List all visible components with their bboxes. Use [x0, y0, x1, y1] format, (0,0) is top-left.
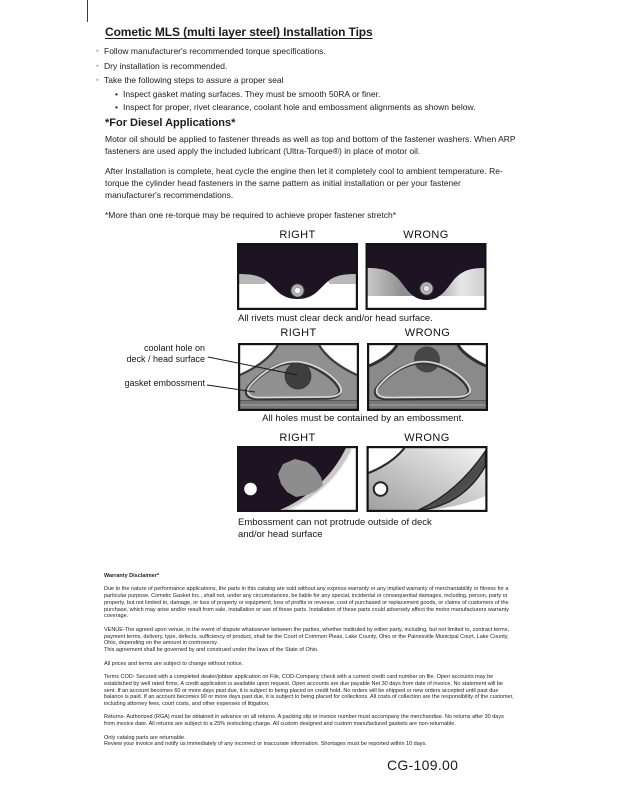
dot-bullet-icon: •: [115, 102, 118, 112]
tip-text: Take the following steps to assure a proper seal: [104, 75, 284, 85]
list-item: [96, 101, 528, 115]
diagram-rivet-right: [237, 243, 358, 310]
dot-bullet-icon: •: [115, 88, 118, 99]
caption-holes: All holes must be contained by an embossment.: [262, 413, 464, 424]
wrong-label-row1: WRONG: [403, 229, 449, 241]
caption-line: and/or head surface: [238, 529, 323, 540]
caption-line: Embossment can not protrude outside of deck: [238, 517, 432, 528]
caption-rivets: All rivets must clear deck and/or head surface.: [238, 313, 433, 324]
paragraph: After Installation is complete, heat cycle the engine then let it completely cool to ambient temperature. Re-torque the cylinder head fasteners in the same pattern as initial installation or per your fastener manufacturer's recommendations.: [105, 165, 503, 200]
right-label-row2: RIGHT: [280, 327, 317, 339]
list-item: [96, 59, 528, 74]
paragraph: VENUE-The agreed upon venue, in the event of dispute whatsoever between the parties, whether instituted by either party, including, but not limited to, contract terms, payment terms, delivery, type, defects, sufficiency of product, shall be the Court of Common Pleas, Lake County, Ohio or the Painesville Municipal Court, Lake County, Ohio, depending on the amount in controversy.: [104, 626, 509, 647]
paragraph: Terms COD- Secured with a completed dealer/jobber application on File, COD-Company check with a current credit card number on file. Open accounts may be established by well rated firms. A credit application is available upon request. Open accounts are due payable Net 30 days from date of invoice. No statement will be sent. If an account becomes 60 or more days past due, it is subject to being placed on credit hold. No orders will be shipped or new orders accepted until past due balance is paid. If an account becomes 90 or more days past due, it is subject to being placed for collections. All costs of collection are the responsibility of the customer, including attorney fees, court costs, and other expenses of litigation.: [104, 674, 514, 707]
circle-bullet-icon: ◦: [96, 46, 99, 55]
paragraph: Motor oil should be applied to fastener threads as well as top and bottom of the fastener washers. When ARP fasteners are used apply the included lubricant (Ultra-Torque®) in place of motor oil.: [105, 134, 516, 156]
installation-tips-list: [96, 44, 528, 115]
section-heading: *For Diesel Applications*: [105, 117, 236, 129]
page-number: CG-109.00: [387, 757, 459, 773]
circle-bullet-icon: ◦: [96, 60, 99, 70]
paragraph: All prices and terms are subject to change without notice.: [104, 660, 244, 667]
list-item: [96, 88, 528, 102]
diagram-embossment-right: [238, 343, 359, 411]
paragraph: This agreement shall be governed by and construed under the laws of the State of Ohio.: [104, 647, 319, 654]
caption-protrusion: [238, 517, 432, 541]
coolant-hole-label: [85, 343, 205, 364]
circle-bullet-icon: ◦: [96, 75, 99, 84]
right-label-row3: RIGHT: [279, 432, 316, 444]
right-label-row1: RIGHT: [279, 229, 316, 241]
diagram-rivet-wrong: [365, 243, 487, 310]
wrong-label-row3: WRONG: [404, 432, 450, 444]
paragraph: Only catalog parts are returnable.: [104, 734, 186, 741]
label-line: deck / head surface: [126, 353, 205, 364]
list-item: [96, 73, 528, 88]
diesel-applications-section: [105, 117, 517, 229]
tip-text: Dry installation is recommended.: [104, 60, 228, 71]
tip-text: Inspect for proper, rivet clearance, coolant hole and embossment alignments as shown below.: [123, 102, 476, 112]
paragraph: Due to the nature of performance applications, the parts in this catalog are sold without any express warranty or any implied warranty of merchantability or fitness for a particular purpose. Cometic Gasket Inc., shall not, under any circumstances, be liable for any special, incidental or consequential damages, including, person, party or property, but not limited to, damage, or loss of property or equipment, loss of profits or revenue, cost of purchased or replacement goods, or claims of customers of the purchase, which may arise and/or result from sale, installation or use of these parts. Installation of these parts could adversely affect the motor manufacturers warranty coverage.: [104, 586, 509, 620]
retorque-note: *More than one re-torque may be required to achieve proper fastener stretch*: [105, 209, 397, 220]
page-title: Cometic MLS (multi layer steel) Installation Tips: [105, 25, 373, 39]
diagram-embossment-wrong: [367, 343, 488, 411]
tip-text: Follow manufacturer's recommended torque specifications.: [104, 46, 326, 56]
warranty-disclaimer: [104, 573, 516, 748]
crop-mark: [87, 0, 88, 22]
paragraph: Returns- Authorized (RGA) must be obtained in advance on all returns. A packing slip or invoice number must accompany the merchandise. No returns after 30 days from invoice date. All returns are subject to a 25% restocking charge. All custom designed and custom manufactured gaskets are non-returnable.: [104, 714, 504, 728]
tip-text: Inspect gasket mating surfaces. They must be smooth 50RA or finer.: [123, 88, 381, 99]
label-line: coolant hole on: [143, 343, 205, 353]
diagram-protrusion-right: [237, 446, 358, 512]
paragraph: Review your invoice and notify us immediately of any incorrect or inaccurate information. Shortages must be reported within 10 days.: [104, 741, 427, 748]
list-item: [96, 44, 528, 59]
gasket-embossment-label: gasket embossment: [124, 378, 205, 388]
wrong-label-row2: WRONG: [404, 327, 451, 339]
diagram-protrusion-wrong: [366, 446, 488, 512]
disclaimer-heading: Warranty Disclaimer*: [104, 573, 160, 579]
